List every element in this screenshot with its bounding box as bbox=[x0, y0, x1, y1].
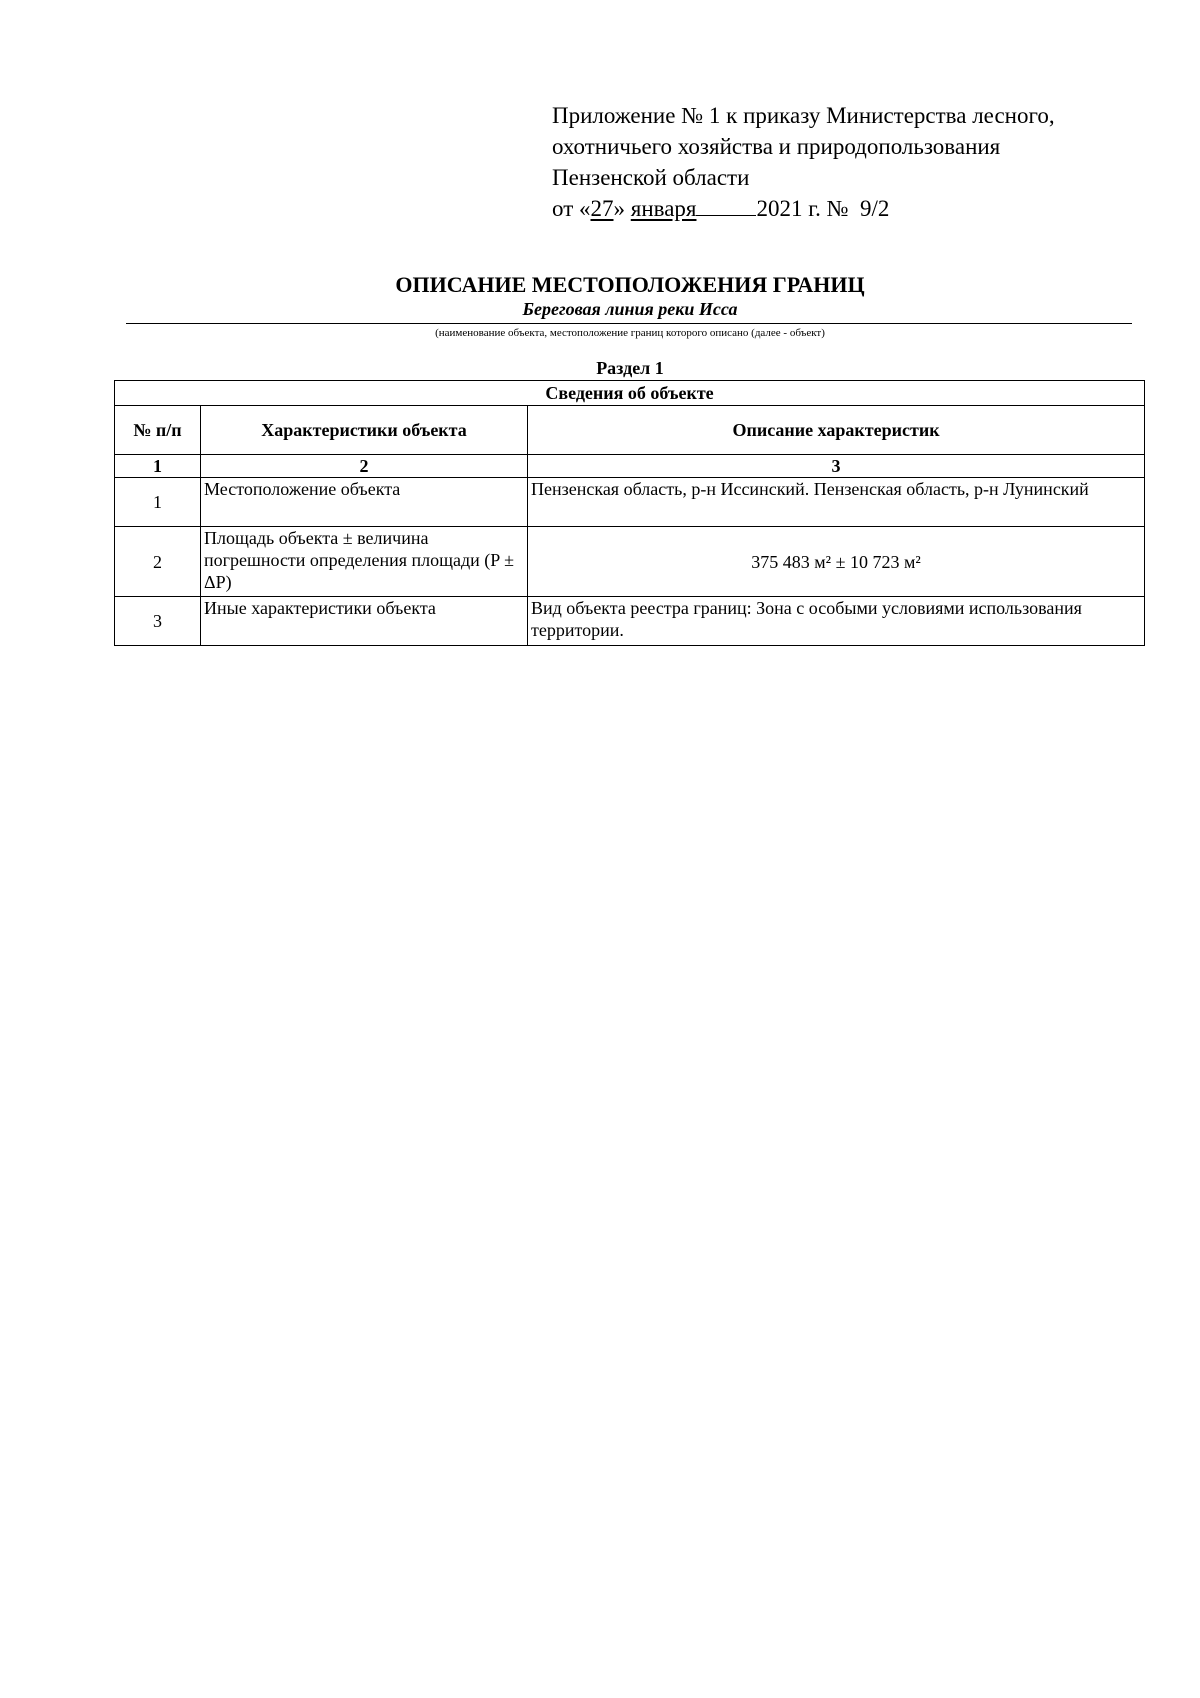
object-name: Береговая линия реки Исса bbox=[522, 299, 738, 319]
row-description: Пензенская область, р-н Иссинский. Пензенская область, р-н Лунинский bbox=[528, 478, 1145, 527]
column-number: 1 bbox=[115, 455, 201, 478]
table-caption: Сведения об объекте bbox=[115, 381, 1145, 406]
attachment-line-3: Пензенской области bbox=[552, 165, 750, 190]
row-number: 3 bbox=[115, 597, 201, 646]
order-number-label: № bbox=[826, 196, 849, 221]
table-row bbox=[115, 478, 1145, 527]
row-characteristic: Иные характеристики объекта bbox=[201, 597, 528, 646]
header-description: Описание характеристик bbox=[528, 406, 1145, 455]
attachment-block bbox=[552, 100, 1055, 224]
header-characteristic: Характеристики объекта bbox=[201, 406, 528, 455]
row-characteristic: Площадь объекта ± величина погрешности определения площади (P ± ΔP) bbox=[201, 527, 528, 597]
column-number-row bbox=[115, 455, 1145, 478]
order-number-value: 9/2 bbox=[860, 196, 890, 221]
table-caption-row bbox=[115, 381, 1145, 406]
row-number: 1 bbox=[115, 478, 201, 527]
column-number: 3 bbox=[528, 455, 1145, 478]
table-row bbox=[115, 527, 1145, 597]
attachment-line-2: охотничьего хозяйства и природопользования bbox=[552, 134, 1001, 159]
date-year: 2021 г. bbox=[756, 196, 821, 221]
attachment-line-1: Приложение № 1 к приказу Министерства лесного, bbox=[552, 103, 1055, 128]
date-month: января bbox=[630, 196, 697, 221]
date-fill-line bbox=[696, 193, 756, 216]
row-description: Вид объекта реестра границ: Зона с особыми условиями использования территории. bbox=[528, 597, 1145, 646]
row-characteristic: Местоположение объекта bbox=[201, 478, 528, 527]
attachment-date-line bbox=[552, 193, 1055, 224]
table-header-row bbox=[115, 406, 1145, 455]
table-row bbox=[115, 597, 1145, 646]
column-number: 2 bbox=[201, 455, 528, 478]
section-label: Раздел 1 bbox=[596, 358, 664, 378]
document-title: ОПИСАНИЕ МЕСТОПОЛОЖЕНИЯ ГРАНИЦ bbox=[395, 272, 865, 297]
object-caption: (наименование объекта, местоположение границ которого описано (далее - объект) bbox=[435, 327, 825, 339]
header-number: № п/п bbox=[115, 406, 201, 455]
object-name-underline bbox=[126, 323, 1132, 324]
row-number: 2 bbox=[115, 527, 201, 597]
date-day: 27 bbox=[590, 196, 614, 221]
date-mid: » bbox=[613, 196, 631, 221]
row-description: 375 483 м² ± 10 723 м² bbox=[528, 527, 1145, 597]
object-info-table bbox=[114, 380, 1145, 646]
date-prefix: от « bbox=[552, 196, 591, 221]
